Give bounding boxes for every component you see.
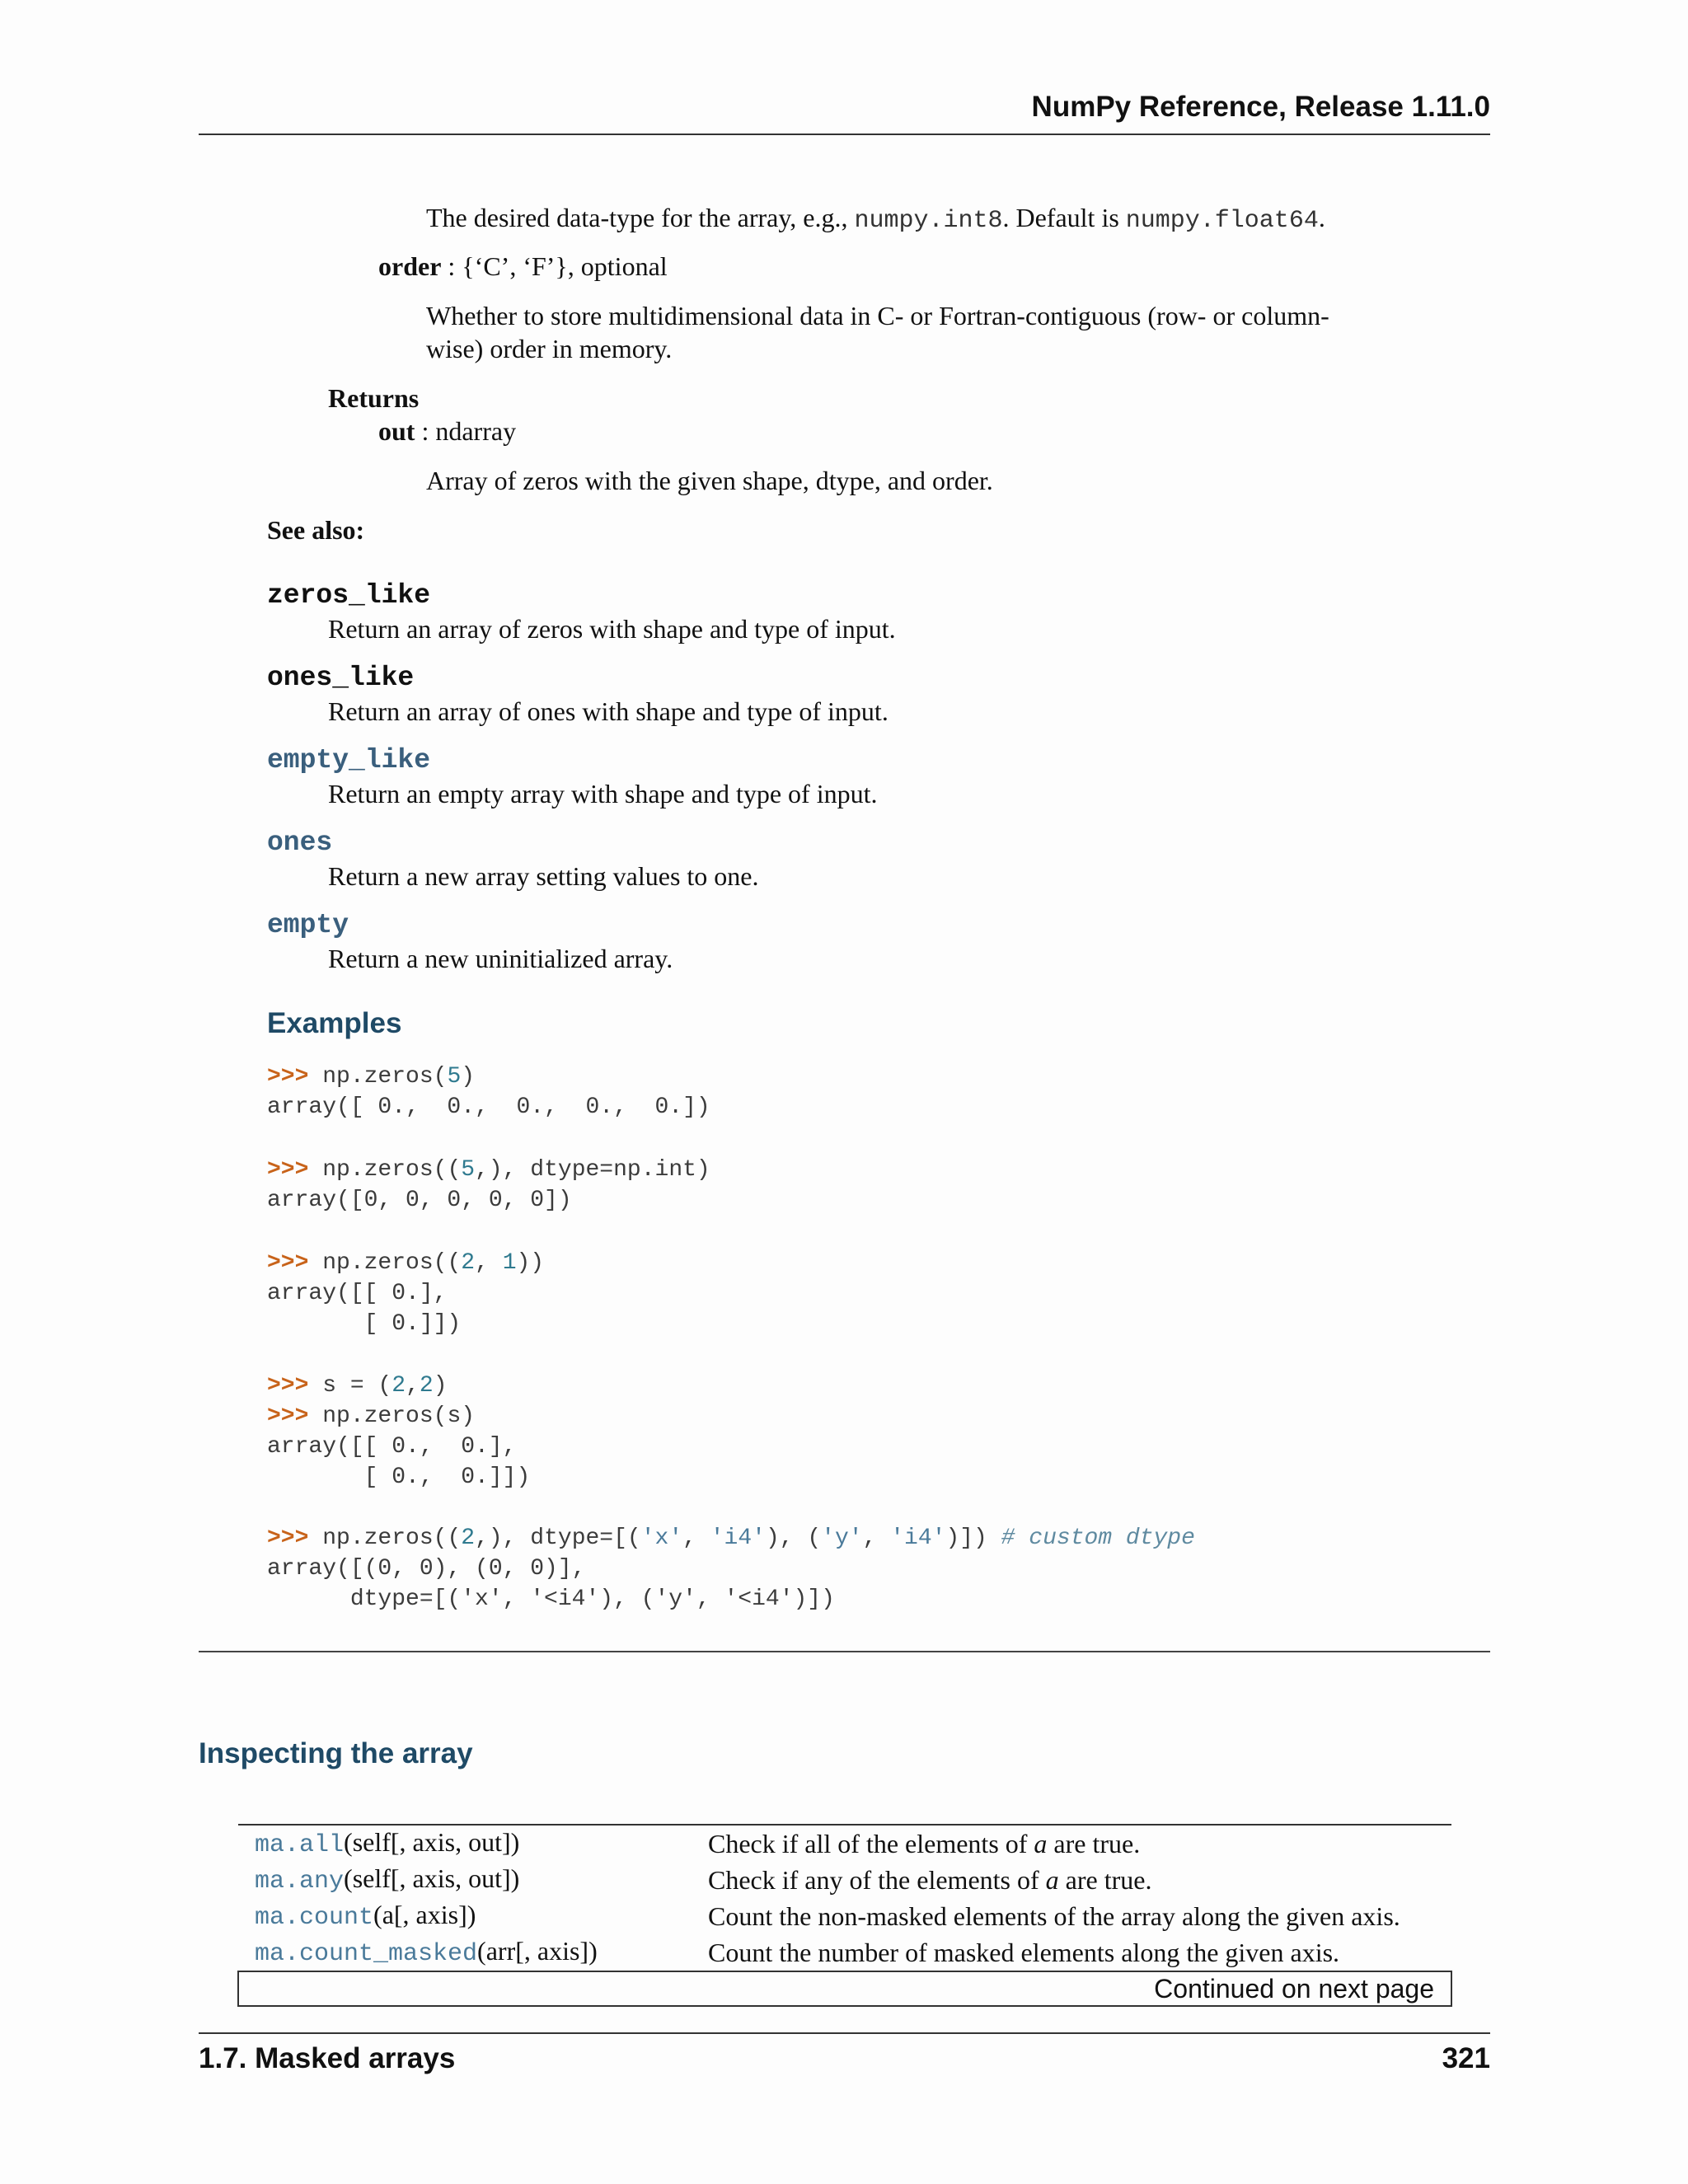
order-desc-line2: wise) order in memory. [426, 334, 673, 363]
example-block-5: >>> np.zeros((2,), dtype=[('x', 'i4'), ('y', 'i4')]) # custom dtype array([(0, 0), (0, 0)], dtype=[('x', '<i4'), ('y', '<i4')]) [267, 1526, 1195, 1612]
table-func-cell [238, 1898, 692, 1934]
func-link-ma-any[interactable]: ma.any [255, 1868, 345, 1896]
order-param-type: : {‘C’, ‘F’}, optional [441, 251, 668, 281]
see-also-zeros-like: zeros_like [267, 580, 431, 611]
examples-heading: Examples [267, 1007, 402, 1039]
table-row [238, 1934, 1451, 1971]
dtype-desc-mid: . Default is [1002, 203, 1126, 232]
dtype-example-float64: numpy.float64 [1125, 207, 1319, 235]
func-link-ma-all[interactable]: ma.all [255, 1831, 345, 1859]
order-desc-line1: Whether to store multidimensional data in C- or Fortran-contiguous (row- or column- [426, 301, 1329, 330]
prompt: >>> [267, 1526, 309, 1551]
example-block-3: >>> np.zeros((2, 1)) array([[ 0.], [ 0.]]) [267, 1250, 545, 1337]
table-row [238, 1862, 1451, 1898]
table-desc-cell: Count the non-masked elements of the array along the given axis. [708, 1901, 1400, 1931]
see-also-ones-like-desc: Return an array of ones with shape and type of input. [328, 696, 889, 726]
running-header: NumPy Reference, Release 1.11.0 [199, 91, 1490, 135]
see-also-empty-desc: Return a new uninitialized array. [328, 944, 673, 973]
func-link-ma-count-masked[interactable]: ma.count_masked [255, 1940, 478, 1968]
see-also-zeros-like-desc: Return an array of zeros with shape and type of input. [328, 614, 896, 644]
prompt: >>> [267, 1157, 309, 1183]
returns-name: out [378, 416, 415, 446]
page-number: 321 [1442, 2042, 1490, 2074]
prompt: >>> [267, 1064, 309, 1090]
dtype-example-int8: numpy.int8 [854, 207, 1003, 235]
table-row [238, 1898, 1451, 1934]
example-block-1: >>> np.zeros(5) array([ 0., 0., 0., 0., 0.]) [267, 1064, 710, 1120]
page-footer [199, 2032, 1490, 2075]
func-link-ma-count[interactable]: ma.count [255, 1904, 374, 1932]
see-also-heading: See also: [267, 515, 365, 545]
table-row [238, 1825, 1451, 1862]
table-desc-cell: Check if any of the elements of a are true. [708, 1865, 1152, 1895]
see-also-empty-like-desc: Return an empty array with shape and type of input. [328, 779, 878, 808]
returns-parameter [378, 415, 516, 448]
example-block-4: >>> s = (2,2) >>> np.zeros(s) array([[ 0., 0.], [ 0., 0.]]) [267, 1373, 531, 1490]
func-args: (arr[, axis]) [477, 1936, 598, 1966]
func-args: (a[, axis]) [373, 1900, 476, 1929]
prompt: >>> [267, 1373, 309, 1399]
see-also-empty-like-link[interactable]: empty_like [267, 745, 431, 776]
returns-heading: Returns [328, 383, 420, 413]
inspect-table [237, 1824, 1452, 2007]
section-divider [199, 1651, 1490, 1652]
table-func-cell [238, 1862, 692, 1898]
dtype-desc-end: . [1318, 203, 1325, 232]
table-func-cell [238, 1934, 692, 1971]
func-args: (self[, axis, out]) [344, 1863, 520, 1893]
continued-label: Continued on next page [238, 1971, 1451, 2006]
see-also-ones-link[interactable]: ones [267, 827, 333, 858]
example-block-2: >>> np.zeros((5,), dtype=np.int) array([0, 0, 0, 0, 0]) [267, 1157, 710, 1213]
returns-description: Array of zeros with the given shape, dtype, and order. [426, 466, 993, 495]
order-parameter [378, 250, 668, 283]
table-continued-row [238, 1971, 1451, 2006]
func-args: (self[, axis, out]) [344, 1827, 520, 1857]
table-desc-cell: Count the number of masked elements along the given axis. [708, 1938, 1340, 1967]
table-desc-cell: Check if all of the elements of a are true. [692, 1825, 1451, 1862]
prompt: >>> [267, 1250, 309, 1276]
returns-type: : ndarray [415, 416, 517, 446]
section-title: Inspecting the array [199, 1737, 473, 1769]
footer-section: 1.7. Masked arrays [199, 2042, 456, 2074]
see-also-ones-like: ones_like [267, 663, 415, 693]
dtype-description [426, 201, 1325, 237]
see-also-ones-desc: Return a new array setting values to one. [328, 861, 759, 891]
code-comment: # custom dtype [1001, 1526, 1195, 1551]
order-param-name: order [378, 251, 442, 281]
dtype-desc-prefix: The desired data-type for the array, e.g., [426, 203, 855, 232]
see-also-empty-link[interactable]: empty [267, 910, 349, 940]
table-func-cell [238, 1825, 692, 1862]
